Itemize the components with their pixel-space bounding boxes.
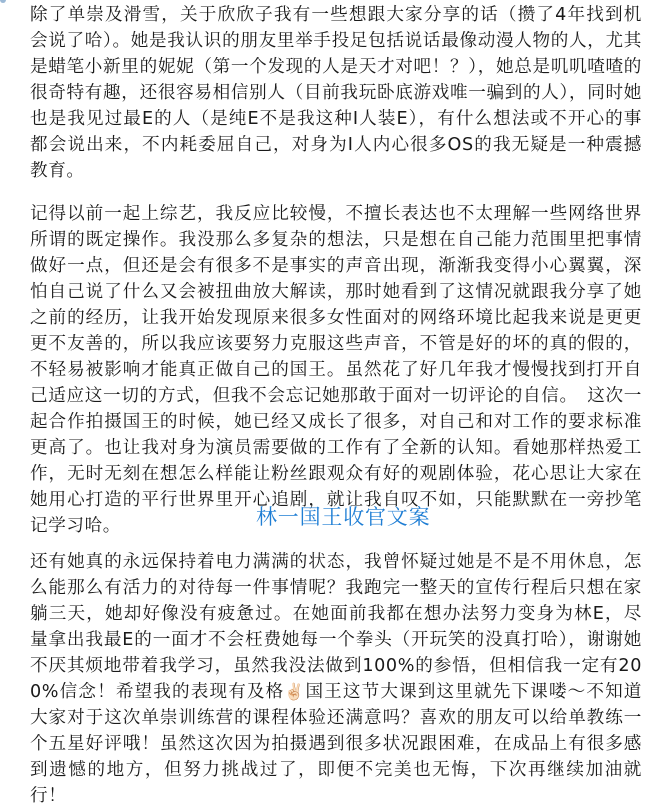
paragraph-energy-text: 还有她真的永远保持着电力满满的状态，我曾怀疑过她是不是不用休息，怎么能那么有活力的对待每一件事情呢？我跑完一整天的宣传行程后只想在家躺三天，她却好像没有疲惫过。在她面前我都在想办法努力变身为林E，尽量拿出我最E的一面才不会枉费她每一个拳头（开玩笑的没真打哈），谢谢她不厌其烦地带着我学习，虽然我没法做到100%的参悟，但相信我一定有200%信念！希望我的表现有及格 bbox=[30, 552, 642, 702]
paragraph-memories: 记得以前一起上综艺，我反应比较慢，不擅长表达也不太理解一些网络世界所谓的既定操作。我没那么多复杂的想法，只是想在自己能力范围里把事情做好一点，但还是会有很多不是事实的声音出现，渐渐我变得小心翼翼，深怕自己说了什么又会被扭曲放大解读，那时她看到了这情况就跟我分享了她之前的经历，让我开始发现原来很多女性面对的网络环境比起我来说是更更更不友善的，所以我应该要努力克服这些声音，不管是好的坏的真的假的，不轻易被影响才能真正做自己的国王。虽然花了好几年我才慢慢找到打开自己适应这一切的方式，但我不会忘记她那敢于面对一切评论的自信。 这次一起合作拍摄国王的时候，她已经又成长了很多，对自己和对工作的要求标准更高了。也让我对身为演员需要做的工作有了全新的认知。看她那样热爱工作，无时无刻在想怎么样能让粉丝跟观众有好的观剧体验，花心思让大家在她用心打造的平行世界里开心追剧，就让我自叹不如，只能默默在一旁抄笔记学习哈。 bbox=[30, 204, 642, 536]
paragraph-energy bbox=[30, 549, 642, 809]
caption-title: 林一国王收官文案 bbox=[256, 505, 431, 529]
paragraph-closing-text: 国王这节大课到这里就先下课喽～不知道大家对于这次单崇训练营的课程体验还满意吗？喜欢的朋友可以给单教练一个五星好评哦！虽然这次因为拍摄遇到很多状况跟困难，在成品上有很多感到遗憾的地方，但努力挑战过了，即便不完美也无悔，下次再继续加油就行！ bbox=[30, 682, 642, 806]
top-edge-marker bbox=[0, 0, 6, 3]
victory-hand-icon: ✌🏻 bbox=[284, 682, 305, 701]
paragraph-intro: 除了单崇及滑雪，关于欣欣子我有一些想跟大家分享的话（攒了4年找到机会说了哈）。她是我认识的朋友里举手投足包括说话最像动漫人物的人，尤其是蜡笔小新里的妮妮（第一个发现的人是天才对吧！？），她总是叽叽喳喳的很奇特有趣，还很容易相信别人（目前我玩卧底游戏唯一骗到的人），同时她也是我见过最E的人（是纯E不是我这种I人装E），有什么想法或不开心的事都会说出来，不内耗委屈自己，对身为I人内心很多OS的我无疑是一种震撼教育。 bbox=[30, 5, 642, 181]
